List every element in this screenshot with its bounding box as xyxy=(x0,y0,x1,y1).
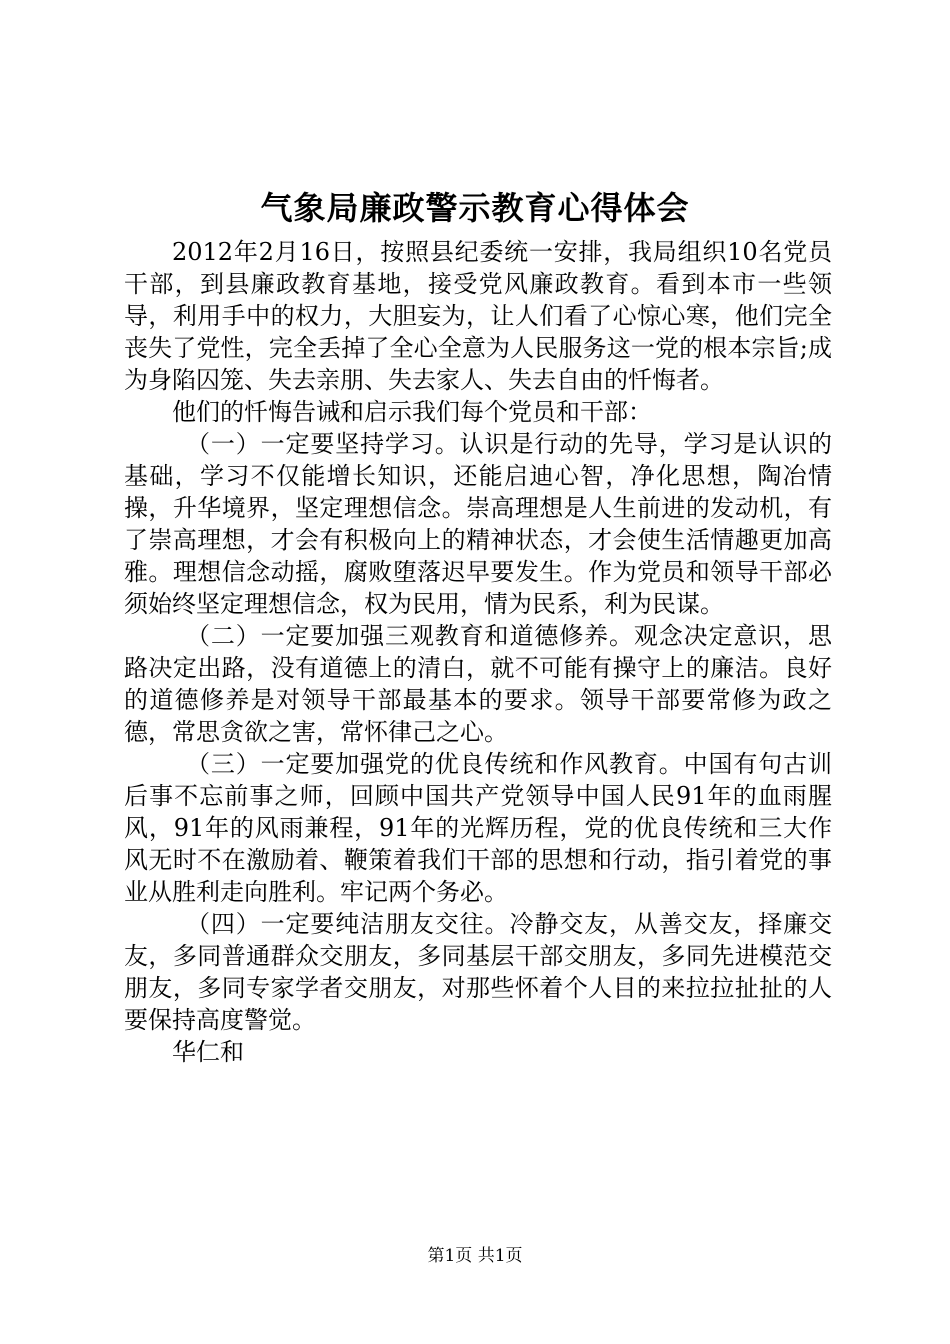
page-footer: 第1页 共1页 xyxy=(427,1246,523,1266)
document-body xyxy=(124,236,832,1068)
paragraph-point-4: （四）一定要纯洁朋友交往。冷静交友，从善交友，择廉交友，多同普通群众交朋友，多同基层干部交朋友，多同先进模范交朋友，多同专家学者交朋友，对那些怀着个人目的来拉拉扯扯的人要保持高度警觉。 xyxy=(124,910,832,1034)
author-signature: 华仁和 xyxy=(172,1038,244,1066)
paragraph-point-3: （三）一定要加强党的优良传统和作风教育。中国有句古训后事不忘前事之师，回顾中国共产党领导中国人民91年的血雨腥风，91年的风雨兼程，91年的光辉历程，党的优良传统和三大作风无时不在激励着、鞭策着我们干部的思想和行动，指引着党的事业从胜利走向胜利。牢记两个务必。 xyxy=(124,750,832,906)
paragraph-point-1: （一）一定要坚持学习。认识是行动的先导，学习是认识的基础，学习不仅能增长知识，还能启迪心智，净化思想，陶冶情操，升华境界，坚定理想信念。崇高理想是人生前进的发动机，有了崇高理想，才会有积极向上的精神状态，才会使生活情趣更加高雅。理想信念动摇，腐败堕落迟早要发生。作为党员和领导干部必须始终坚定理想信念，权为民用，情为民系，利为民谋。 xyxy=(124,430,832,618)
paragraph-point-2: （二）一定要加强三观教育和道德修养。观念决定意识，思路决定出路，没有道德上的清白，就不可能有操守上的廉洁。良好的道德修养是对领导干部最基本的要求。领导干部要常修为政之德，常思贪欲之害，常怀律己之心。 xyxy=(124,622,832,746)
paragraph-lead: 他们的忏悔告诫和启示我们每个党员和干部： xyxy=(172,398,652,426)
paragraph-intro: 2012年2月16日，按照县纪委统一安排，我局组织10名党员干部，到县廉政教育基地，接受党风廉政教育。看到本市一些领导，利用手中的权力，大胆妄为，让人们看了心惊心寒，他们完全丧失了党性，完全丢掉了全心全意为人民服务这一党的根本宗旨;成为身陷囚笼、失去亲朋、失去家人、失去自由的忏悔者。 xyxy=(124,238,832,394)
document-title: 气象局廉政警示教育心得体会 xyxy=(260,189,690,227)
